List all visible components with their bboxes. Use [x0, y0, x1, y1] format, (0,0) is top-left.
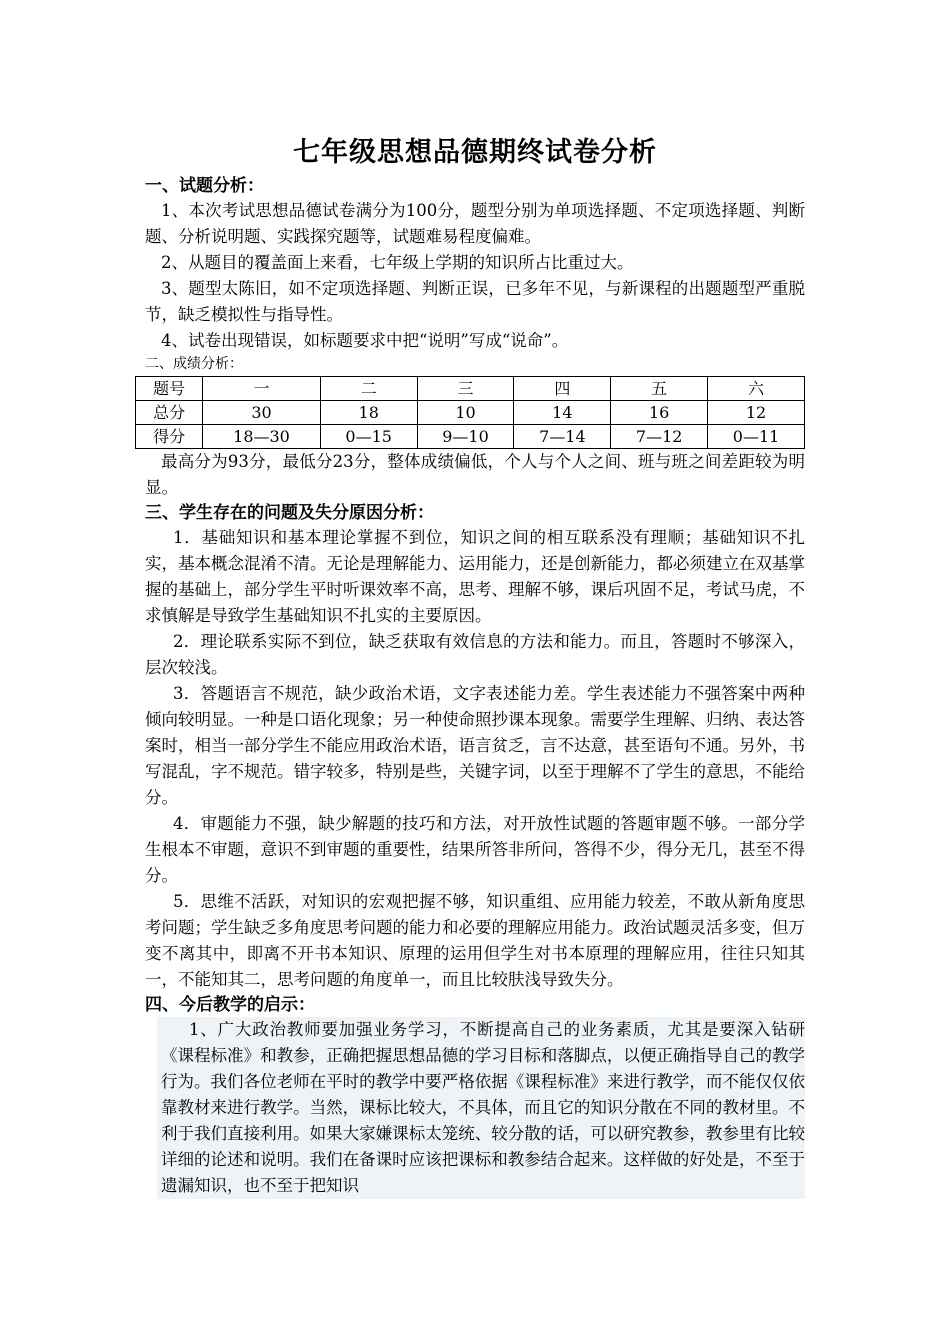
table-cell: 四	[514, 377, 611, 401]
table-cell: 12	[708, 401, 805, 425]
section1-item: 4、试卷出现错误，如标题要求中把“说明”写成“说命”。	[161, 331, 569, 350]
table-row	[136, 377, 805, 401]
table-cell: 10	[417, 401, 514, 425]
score-table	[135, 376, 805, 449]
table-cell: 五	[611, 377, 708, 401]
table-cell: 18	[320, 401, 417, 425]
section4-shaded-block	[157, 1017, 805, 1199]
table-cell: 18—30	[203, 425, 321, 449]
section1-heading: 一、试题分析：	[145, 176, 264, 196]
table-cell: 30	[203, 401, 321, 425]
table-cell: 二	[320, 377, 417, 401]
section1-item: 1、本次考试思想品德试卷满分为100分，题型分别为单项选择题、不定项选择题、判断题、分析说明题、实践探究题等，试题难易程度偏难。	[145, 201, 805, 246]
section3-item: 1．基础知识和基本理论掌握不到位，知识之间的相互联系没有理顺；基础知识不扎实，基本概念混淆不清。无论是理解能力、运用能力，还是创新能力，都必须建立在双基掌握的基础上，部分学生平时听课效率不高，思考、理解不够，课后巩固不足，考试马虎，不求慎解是导致学生基础知识不扎实的主要原因。	[145, 528, 805, 625]
table-cell: 三	[417, 377, 514, 401]
section2-heading: 二、成绩分析：	[145, 356, 243, 372]
table-cell: 总分	[136, 401, 203, 425]
table-cell: 六	[708, 377, 805, 401]
table-cell: 得分	[136, 425, 203, 449]
section4-item: 1、广大政治教师要加强业务学习，不断提高自己的业务素质，尤其是要深入钻研《课程标准》和教参，正确把握思想品德的学习目标和落脚点，以便正确指导自己的教学行为。我们各位老师在平时的教学中要严格依据《课程标准》来进行教学，而不能仅仅依靠教材来进行教学。当然，课标比较大，不具体，而且它的知识分散在不同的教材里。不利于我们直接利用。如果大家嫌课标太笼统、较分散的话，可以研究教参，教参里有比较详细的论述和说明。我们在备课时应该把课标和教参结合起来。这样做的好处是，不至于遗漏知识，也不至于把知识	[161, 1020, 805, 1195]
table-cell: 7—14	[514, 425, 611, 449]
table-cell: 0—15	[320, 425, 417, 449]
section3-item: 3．答题语言不规范，缺少政治术语，文字表述能力差。学生表述能力不强答案中两种倾向较明显。一种是口语化现象；另一种使命照抄课本现象。需要学生理解、归纳、表达答案时，相当一部分学生不能应用政治术语，语言贫乏，言不达意，甚至语句不通。另外，书写混乱，字不规范。错字较多，特别是些，关键字词，以至于理解不了学生的意思，不能给分。	[145, 684, 805, 807]
table-row	[136, 425, 805, 449]
table-cell: 一	[203, 377, 321, 401]
table-cell: 7—12	[611, 425, 708, 449]
section3-item: 2．理论联系实际不到位，缺乏获取有效信息的方法和能力。而且，答题时不够深入，层次较浅。	[145, 632, 805, 677]
table-cell: 14	[514, 401, 611, 425]
section2-summary: 最高分为93分，最低分23分，整体成绩偏低，个人与个人之间、班与班之间差距较为明显。	[145, 452, 805, 497]
section3-item: 5．思维不活跃，对知识的宏观把握不够，知识重组、应用能力较差，不敢从新角度思考问题；学生缺乏多角度思考问题的能力和必要的理解应用能力。政治试题灵活多变，但万变不离其中，即离不开书本知识、原理的运用但学生对书本原理的理解应用，往往只知其一，不能知其二，思考问题的角度单一，而且比较肤浅导致失分。	[145, 892, 805, 989]
table-cell: 0—11	[708, 425, 805, 449]
section3-heading: 三、学生存在的问题及失分原因分析：	[145, 503, 434, 523]
section4-heading: 四、今后教学的启示：	[145, 995, 315, 1015]
table-row	[136, 401, 805, 425]
table-cell: 题号	[136, 377, 203, 401]
section3-item: 4．审题能力不强，缺少解题的技巧和方法，对开放性试题的答题审题不够。一部分学生根本不审题，意识不到审题的重要性，结果所答非所问，答得不少，得分无几，甚至不得分。	[145, 814, 805, 885]
section1-item: 3、题型太陈旧，如不定项选择题、判断正误，已多年不见，与新课程的出题题型严重脱节，缺乏模拟性与指导性。	[145, 279, 805, 324]
document-title: 七年级思想品德期终试卷分析	[293, 137, 657, 168]
section1-item: 2、从题目的覆盖面上来看，七年级上学期的知识所占比重过大。	[161, 253, 634, 272]
table-cell: 9—10	[417, 425, 514, 449]
table-cell: 16	[611, 401, 708, 425]
document-body	[145, 174, 805, 1199]
